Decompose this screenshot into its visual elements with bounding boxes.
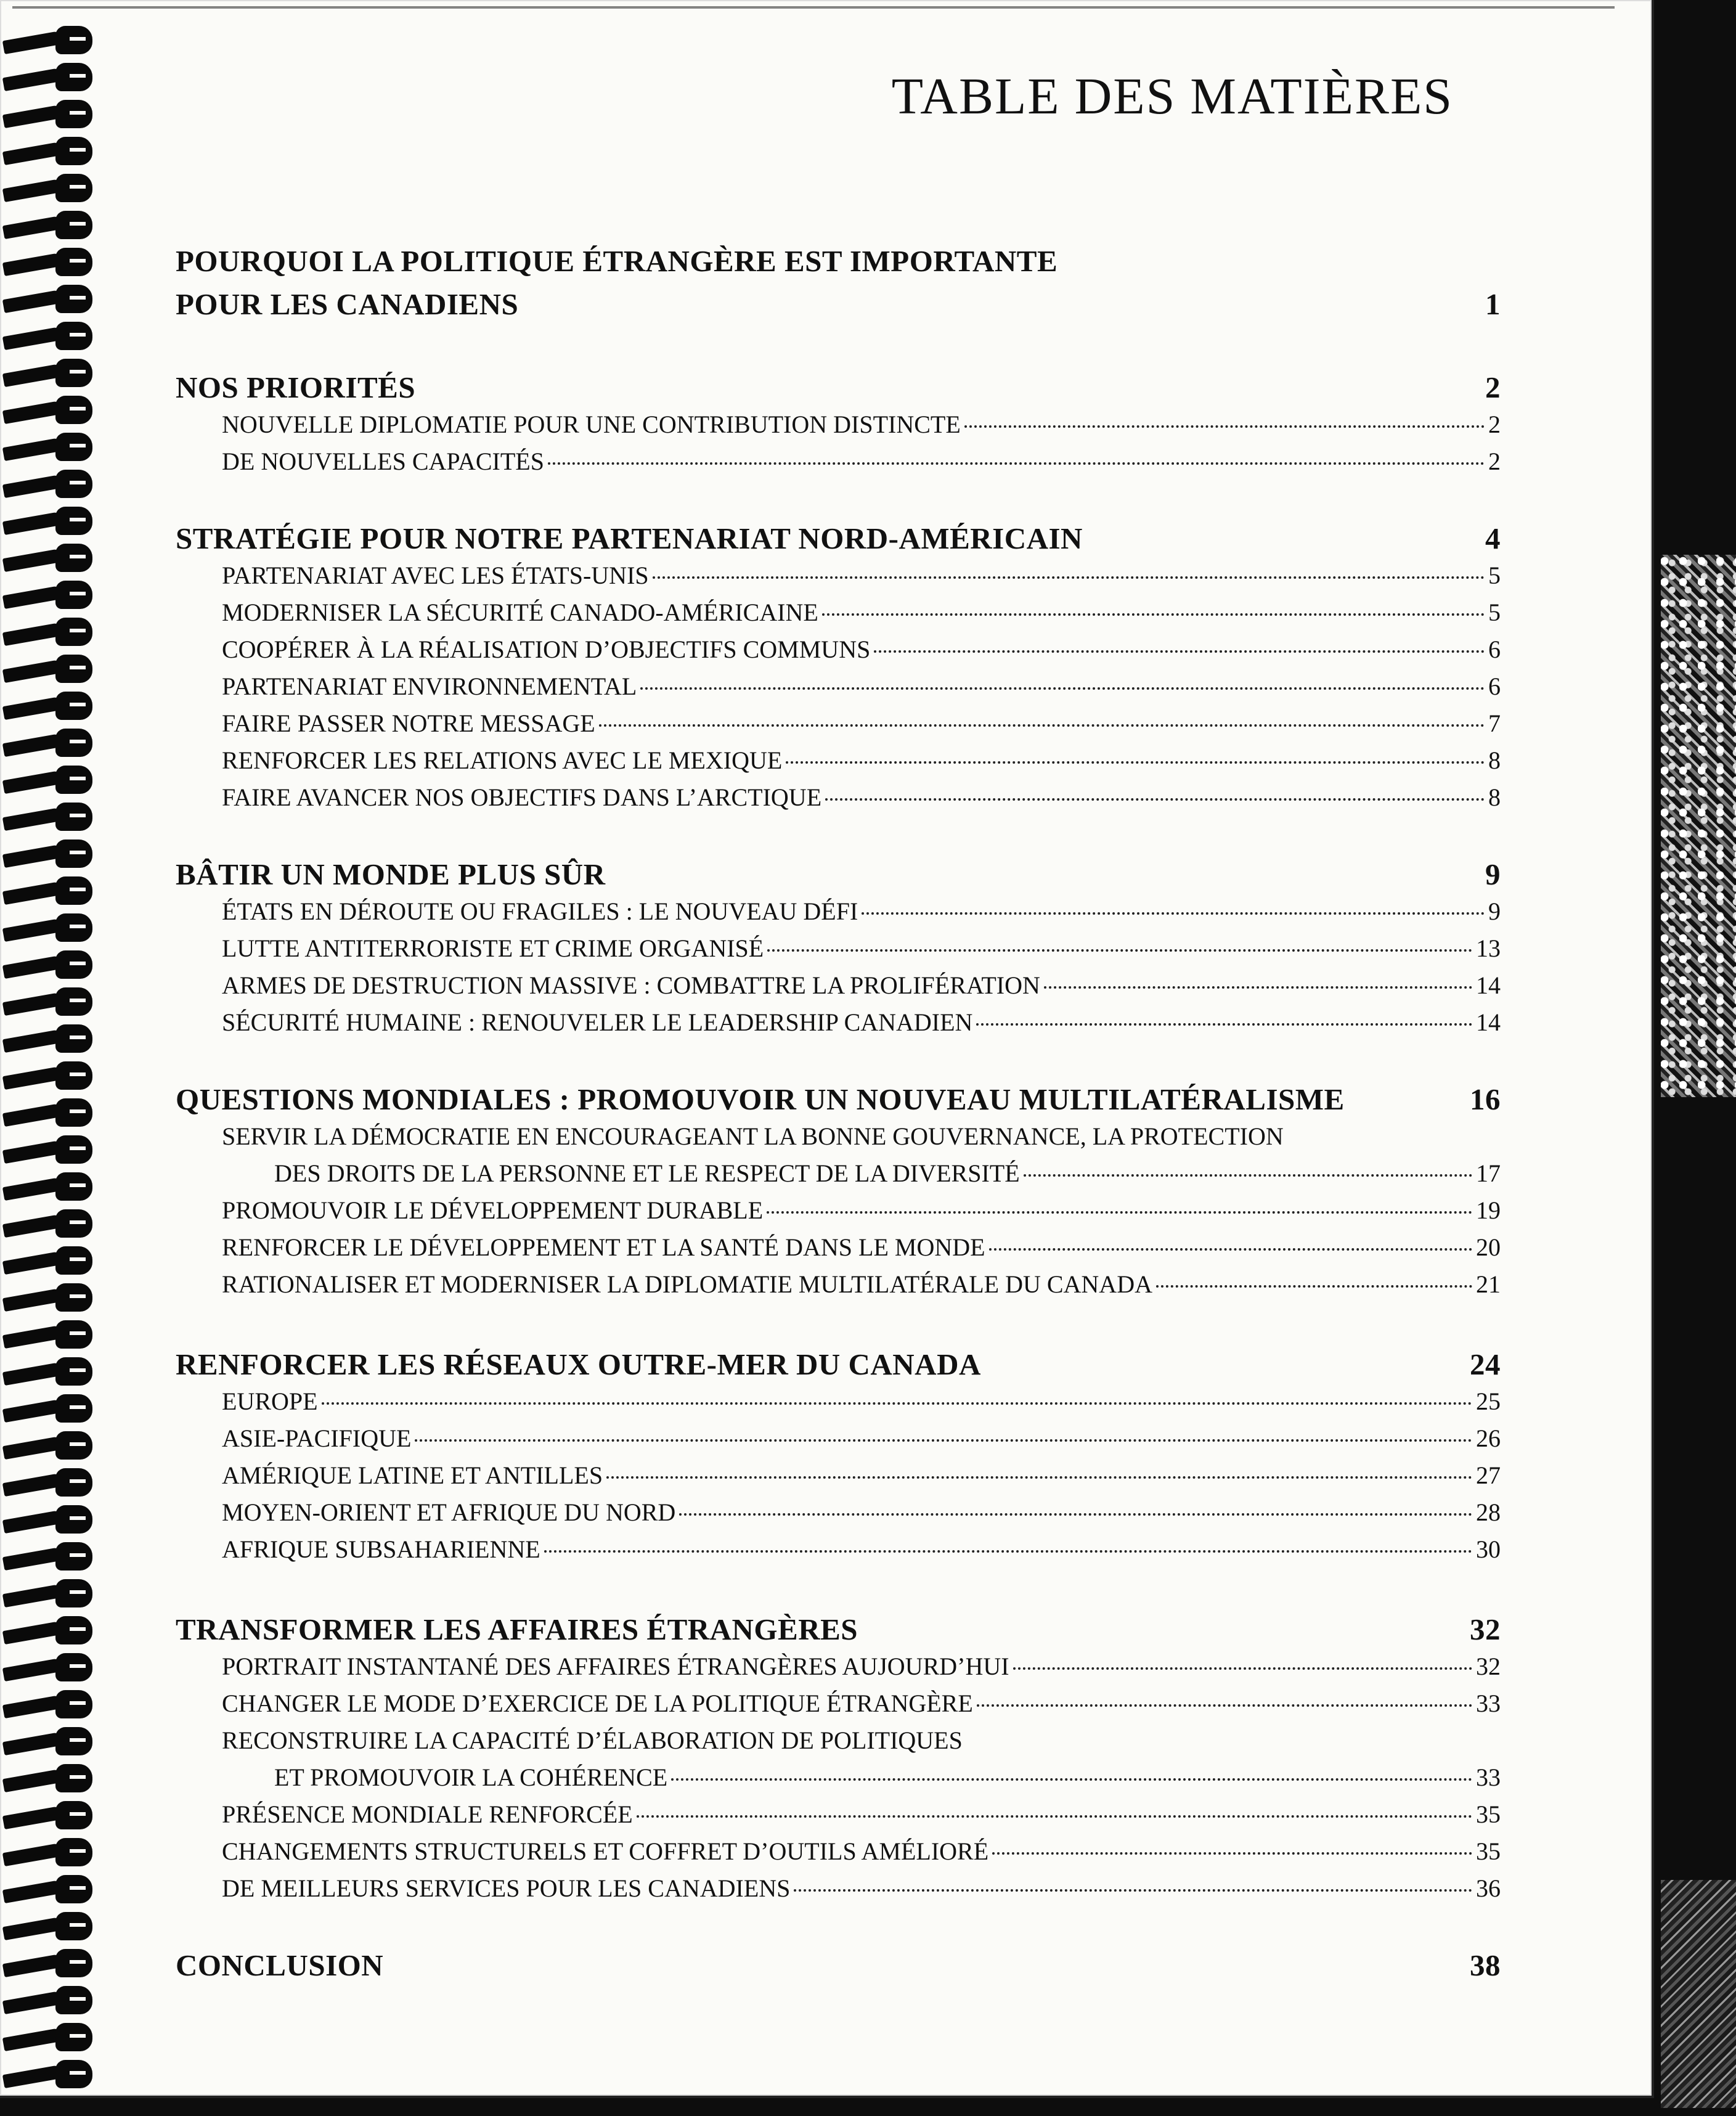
- toc-item[interactable]: [222, 1196, 1501, 1225]
- section-title: NOS PRIORITÉS: [176, 370, 416, 404]
- page-number: 5: [1488, 562, 1501, 589]
- item-title: ASIE-PACIFIQUE: [222, 1424, 412, 1452]
- page-number: 1: [1485, 287, 1501, 321]
- dot-leader: [679, 1513, 1472, 1516]
- binding-coil: [3, 1541, 96, 1572]
- dot-leader: [548, 462, 1485, 465]
- section-title: POURQUOI LA POLITIQUE ÉTRANGÈRE EST IMPORTANTE: [176, 244, 1058, 278]
- item-title: MODERNISER LA SÉCURITÉ CANADO-AMÉRICAINE: [222, 598, 818, 626]
- binding-coil: [3, 1578, 96, 1609]
- binding-coil: [3, 1393, 96, 1424]
- page-number: 14: [1476, 1008, 1501, 1036]
- binding-coil: [3, 173, 96, 203]
- section-title: RENFORCER LES RÉSEAUX OUTRE-MER DU CANADA: [176, 1347, 981, 1381]
- toc-item[interactable]: [222, 1233, 1501, 1262]
- binding-coil: [3, 62, 96, 92]
- binding-coil: [3, 468, 96, 499]
- page-number: 25: [1476, 1387, 1501, 1415]
- toc-item[interactable]: [222, 783, 1501, 812]
- page-number: 17: [1476, 1159, 1501, 1187]
- binding-coil: [3, 690, 96, 721]
- toc-item[interactable]: [222, 1837, 1501, 1866]
- binding-coil: [3, 1319, 96, 1350]
- binding-coil: [3, 1430, 96, 1461]
- background-texture: [1661, 555, 1736, 1097]
- dot-leader: [415, 1439, 1472, 1442]
- binding-coil: [3, 1134, 96, 1165]
- page-number: 13: [1476, 934, 1501, 962]
- toc-item[interactable]: [222, 672, 1501, 701]
- dot-leader: [977, 1704, 1472, 1707]
- toc-section[interactable]: [176, 1612, 1501, 1647]
- dot-leader: [767, 949, 1472, 952]
- binding-coil: [3, 1837, 96, 1868]
- page-number: 27: [1476, 1461, 1501, 1489]
- section-title: POUR LES CANADIENS: [176, 287, 519, 321]
- section-title: TRANSFORMER LES AFFAIRES ÉTRANGÈRES: [176, 1612, 858, 1646]
- dot-leader: [874, 650, 1485, 653]
- dot-leader: [671, 1778, 1472, 1781]
- binding-coil: [3, 1504, 96, 1535]
- dot-leader: [794, 1889, 1472, 1892]
- page-number: 16: [1470, 1082, 1501, 1116]
- page-number: 32: [1476, 1652, 1501, 1680]
- toc-item-line[interactable]: RECONSTRUIRE LA CAPACITÉ D’ÉLABORATION DE POLITIQUES: [222, 1726, 963, 1754]
- dot-leader: [992, 1852, 1472, 1855]
- binding-coil: [3, 838, 96, 869]
- binding-coil: [3, 284, 96, 314]
- toc-item[interactable]: [222, 971, 1501, 1000]
- binding-coil: [3, 1689, 96, 1720]
- binding-coil: [3, 579, 96, 610]
- dot-leader: [825, 798, 1485, 801]
- dot-leader: [786, 761, 1485, 764]
- binding-coil: [3, 431, 96, 462]
- binding-coil: [3, 1726, 96, 1757]
- toc-item[interactable]: [222, 410, 1501, 439]
- binding-coil: [3, 505, 96, 536]
- item-title: FAIRE AVANCER NOS OBJECTIFS DANS L’ARCTIQUE: [222, 783, 822, 811]
- toc-item[interactable]: [222, 1535, 1501, 1564]
- section-title: QUESTIONS MONDIALES : PROMOUVOIR UN NOUVEAU MULTILATÉRALISME: [176, 1082, 1345, 1116]
- binding-coil: [3, 357, 96, 388]
- binding-coil: [3, 99, 96, 129]
- toc-item[interactable]: [222, 1800, 1501, 1829]
- binding-coil: [3, 542, 96, 573]
- page-number: 21: [1476, 1270, 1501, 1298]
- toc-item[interactable]: [274, 1763, 1501, 1792]
- dot-leader: [1013, 1667, 1472, 1670]
- page-number: 20: [1476, 1233, 1501, 1261]
- dot-leader: [640, 687, 1485, 690]
- binding-coil: [3, 136, 96, 166]
- toc-item[interactable]: [222, 598, 1501, 627]
- binding-coil: [3, 1763, 96, 1794]
- item-title: ARMES DE DESTRUCTION MASSIVE : COMBATTRE LA PROLIFÉRATION: [222, 971, 1040, 999]
- item-title: RATIONALISER ET MODERNISER LA DIPLOMATIE MULTILATÉRALE DU CANADA: [222, 1270, 1152, 1298]
- item-title: PARTENARIAT ENVIRONNEMENTAL: [222, 672, 637, 700]
- dot-leader: [989, 1248, 1472, 1251]
- binding-coil: [3, 1356, 96, 1387]
- page-number: 6: [1488, 635, 1501, 663]
- binding-coil: [3, 1800, 96, 1831]
- dot-leader: [767, 1211, 1472, 1214]
- item-title: DE NOUVELLES CAPACITÉS: [222, 447, 544, 475]
- item-title: PROMOUVOIR LE DÉVELOPPEMENT DURABLE: [222, 1196, 764, 1224]
- background-texture: [1661, 1880, 1736, 2108]
- dot-leader: [822, 613, 1485, 616]
- toc-item-line[interactable]: SERVIR LA DÉMOCRATIE EN ENCOURAGEANT LA BONNE GOUVERNANCE, LA PROTECTION: [222, 1122, 1284, 1150]
- dot-leader: [976, 1023, 1472, 1026]
- toc-item[interactable]: [222, 561, 1501, 590]
- dot-leader: [862, 912, 1485, 915]
- binding-coil: [3, 1911, 96, 1942]
- toc-item[interactable]: [222, 1689, 1501, 1718]
- toc-item[interactable]: [274, 1159, 1501, 1188]
- item-title: CHANGER LE MODE D’EXERCICE DE LA POLITIQUE ÉTRANGÈRE: [222, 1689, 973, 1717]
- toc-section[interactable]: [176, 1082, 1501, 1117]
- page-number: 26: [1476, 1424, 1501, 1452]
- item-title: ET PROMOUVOIR LA COHÉRENCE: [274, 1763, 668, 1791]
- item-title: COOPÉRER À LA RÉALISATION D’OBJECTIFS COMMUNS: [222, 635, 871, 663]
- toc-section[interactable]: [176, 521, 1501, 556]
- binding-coil: [3, 949, 96, 980]
- dot-leader: [1156, 1285, 1472, 1288]
- page-number: 6: [1488, 672, 1501, 700]
- toc-item[interactable]: [222, 1652, 1501, 1681]
- page-number: 4: [1485, 521, 1501, 555]
- binding-coil: [3, 1208, 96, 1239]
- toc-item[interactable]: [222, 1874, 1501, 1903]
- item-title: ÉTATS EN DÉROUTE OU FRAGILES : LE NOUVEAU DÉFI: [222, 897, 858, 925]
- toc-item[interactable]: [222, 1387, 1501, 1416]
- binding-coil: [3, 2059, 96, 2089]
- dot-leader: [1024, 1174, 1472, 1177]
- binding-coil: [3, 1097, 96, 1128]
- item-title: RENFORCER LE DÉVELOPPEMENT ET LA SANTÉ DANS LE MONDE: [222, 1233, 985, 1261]
- toc-item[interactable]: [222, 934, 1501, 963]
- page-number: 8: [1488, 783, 1501, 811]
- binding-coil: [3, 727, 96, 758]
- binding-coil: [3, 1652, 96, 1683]
- page-number: 9: [1485, 857, 1501, 891]
- toc-item[interactable]: [222, 897, 1501, 926]
- item-title: CHANGEMENTS STRUCTURELS ET COFFRET D’OUTILS AMÉLIORÉ: [222, 1837, 989, 1865]
- toc-item[interactable]: [222, 746, 1501, 775]
- item-title: SÉCURITÉ HUMAINE : RENOUVELER LE LEADERSHIP CANADIEN: [222, 1008, 973, 1036]
- item-title: RENFORCER LES RELATIONS AVEC LE MEXIQUE: [222, 746, 783, 774]
- item-title: AMÉRIQUE LATINE ET ANTILLES: [222, 1461, 603, 1489]
- binding-coil: [3, 1948, 96, 1979]
- binding-coil: [3, 1467, 96, 1498]
- item-title: MOYEN-ORIENT ET AFRIQUE DU NORD: [222, 1498, 676, 1526]
- page-number: 30: [1476, 1535, 1501, 1563]
- toc-item[interactable]: [222, 1008, 1501, 1037]
- toc-section[interactable]: [176, 857, 1501, 892]
- toc-item[interactable]: [222, 709, 1501, 738]
- page-number: 24: [1470, 1347, 1501, 1381]
- toc-item[interactable]: [222, 635, 1501, 664]
- binding-coil: [3, 1282, 96, 1313]
- binding-coil: [3, 1245, 96, 1276]
- binding-coil: [3, 321, 96, 351]
- toc-section[interactable]: [176, 243, 1501, 279]
- binding-coil: [3, 801, 96, 832]
- section-title: STRATÉGIE POUR NOTRE PARTENARIAT NORD-AMÉRICAIN: [176, 521, 1083, 555]
- dot-leader: [653, 576, 1485, 579]
- binding-coil: [3, 210, 96, 240]
- item-title: PRÉSENCE MONDIALE RENFORCÉE: [222, 1800, 633, 1828]
- binding-coil: [3, 764, 96, 795]
- item-title: PARTENARIAT AVEC LES ÉTATS-UNIS: [222, 562, 649, 589]
- binding-coil: [3, 1615, 96, 1646]
- dot-leader: [322, 1402, 1472, 1405]
- binding-coil: [3, 25, 96, 55]
- toc-item[interactable]: [222, 1498, 1501, 1527]
- spiral-binding: [0, 25, 108, 2108]
- section-title: CONCLUSION: [176, 1948, 384, 1982]
- toc-section[interactable]: [176, 1347, 1501, 1382]
- page-number: 7: [1488, 709, 1501, 737]
- item-title: PORTRAIT INSTANTANÉ DES AFFAIRES ÉTRANGÈRES AUJOURD’HUI: [222, 1652, 1009, 1680]
- section-title: BÂTIR UN MONDE PLUS SÛR: [176, 857, 606, 891]
- item-title: DES DROITS DE LA PERSONNE ET LE RESPECT DE LA DIVERSITÉ: [274, 1159, 1020, 1187]
- page-number: 33: [1476, 1763, 1501, 1791]
- item-title: DE MEILLEURS SERVICES POUR LES CANADIENS: [222, 1874, 791, 1902]
- binding-coil: [3, 2022, 96, 2053]
- binding-coil: [3, 912, 96, 943]
- item-title: LUTTE ANTITERRORISTE ET CRIME ORGANISÉ: [222, 934, 764, 962]
- page-title: TABLE DES MATIÈRES: [891, 68, 1453, 125]
- page-number: 9: [1488, 897, 1501, 925]
- dot-leader: [606, 1476, 1472, 1479]
- page-number: 38: [1470, 1948, 1501, 1982]
- binding-coil: [3, 1171, 96, 1202]
- toc-section[interactable]: [176, 287, 1501, 322]
- page-number: 35: [1476, 1837, 1501, 1865]
- toc-section[interactable]: [176, 1948, 1501, 1983]
- toc-item[interactable]: [222, 1461, 1501, 1490]
- binding-coil: [3, 616, 96, 647]
- page-number: 33: [1476, 1689, 1501, 1717]
- page-number: 8: [1488, 746, 1501, 774]
- binding-coil: [3, 1874, 96, 1905]
- toc-item[interactable]: [222, 1270, 1501, 1299]
- page-number: 5: [1488, 598, 1501, 626]
- item-title: EUROPE: [222, 1387, 318, 1415]
- item-title: NOUVELLE DIPLOMATIE POUR UNE CONTRIBUTION DISTINCTE: [222, 411, 961, 438]
- page-number: 14: [1476, 971, 1501, 999]
- binding-coil: [3, 247, 96, 277]
- dot-leader: [599, 724, 1485, 727]
- binding-coil: [3, 986, 96, 1017]
- binding-coil: [3, 1023, 96, 1054]
- binding-coil: [3, 875, 96, 906]
- binding-coil: [3, 1985, 96, 2016]
- page-number: 32: [1470, 1612, 1501, 1646]
- dot-leader: [1044, 986, 1472, 989]
- page-number: 2: [1488, 411, 1501, 438]
- dot-leader: [637, 1815, 1472, 1818]
- toc-item[interactable]: [222, 1424, 1501, 1453]
- page-number: 2: [1488, 447, 1501, 475]
- binding-coil: [3, 653, 96, 684]
- page-edge: [12, 6, 1615, 9]
- toc-item[interactable]: [222, 447, 1501, 476]
- dot-leader: [964, 425, 1485, 428]
- binding-coil: [3, 1060, 96, 1091]
- item-title: AFRIQUE SUBSAHARIENNE: [222, 1535, 540, 1563]
- binding-coil: [3, 394, 96, 425]
- page-number: 19: [1476, 1196, 1501, 1224]
- toc-section[interactable]: [176, 370, 1501, 405]
- page-number: 35: [1476, 1800, 1501, 1828]
- item-title: FAIRE PASSER NOTRE MESSAGE: [222, 709, 595, 737]
- page-number: 36: [1476, 1874, 1501, 1902]
- dot-leader: [544, 1550, 1472, 1553]
- page-number: 2: [1485, 370, 1501, 404]
- page-number: 28: [1476, 1498, 1501, 1526]
